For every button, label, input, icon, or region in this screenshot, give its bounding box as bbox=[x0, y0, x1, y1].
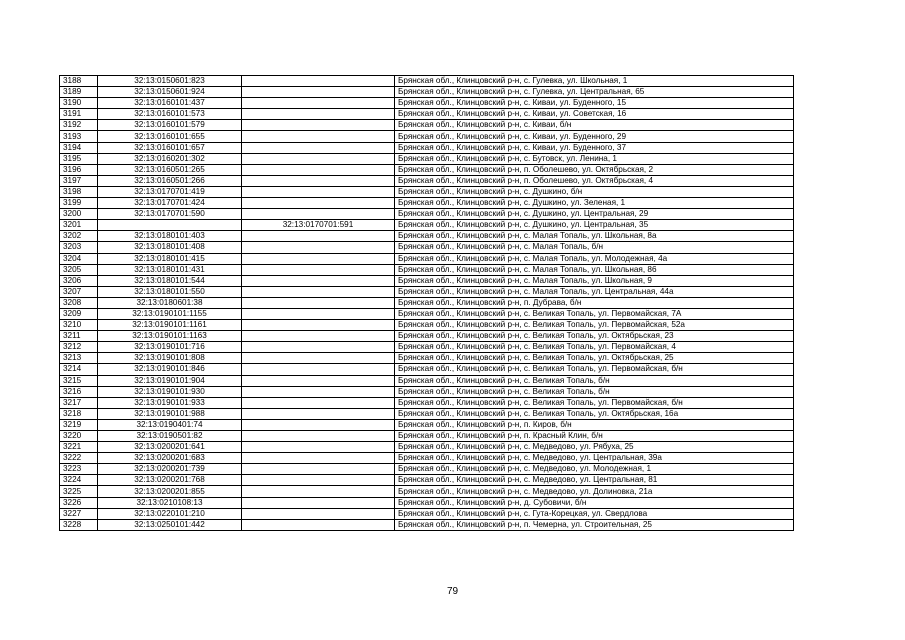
cadastral-number-alt-cell bbox=[242, 375, 395, 386]
page-number: 79 bbox=[446, 586, 459, 597]
cadastral-number-alt-cell bbox=[242, 308, 395, 319]
table-row bbox=[60, 431, 794, 442]
cadastral-number-cell: 32:13:0160101:655 bbox=[98, 131, 242, 142]
cadastral-number-cell: 32:13:0190101:1155 bbox=[98, 308, 242, 319]
cadastral-number-cell: 32:13:0150601:823 bbox=[98, 76, 242, 87]
cadastral-number-alt-cell bbox=[242, 98, 395, 109]
table-row bbox=[60, 331, 794, 342]
row-number-cell: 3205 bbox=[60, 264, 98, 275]
row-number-cell: 3202 bbox=[60, 231, 98, 242]
cadastral-number-cell: 32:13:0200201:739 bbox=[98, 464, 242, 475]
address-cell: Брянская обл., Клинцовский р-н, с. Великая Топаль, ул. Первомайская, 7А bbox=[395, 308, 794, 319]
row-number-cell: 3200 bbox=[60, 209, 98, 220]
cadastral-number-alt-cell bbox=[242, 231, 395, 242]
cadastral-number-alt-cell bbox=[242, 320, 395, 331]
table-row bbox=[60, 308, 794, 319]
address-cell: Брянская обл., Клинцовский р-н, с. Великая Топаль, б/н bbox=[395, 386, 794, 397]
cadastral-number-cell: 32:13:0170701:424 bbox=[98, 198, 242, 209]
row-number-cell: 3212 bbox=[60, 342, 98, 353]
address-cell: Брянская обл., Клинцовский р-н, с. Великая Топаль, ул. Первомайская, б/н bbox=[395, 364, 794, 375]
cadastral-number-cell: 32:13:0200201:768 bbox=[98, 475, 242, 486]
cadastral-number-alt-cell bbox=[242, 297, 395, 308]
cadastral-number-alt-cell: 32:13:0170701:591 bbox=[242, 220, 395, 231]
row-number-cell: 3201 bbox=[60, 220, 98, 231]
cadastral-number-alt-cell bbox=[242, 142, 395, 153]
row-number-cell: 3206 bbox=[60, 275, 98, 286]
address-cell: Брянская обл., Клинцовский р-н, с. Гулевка, ул. Центральная, 65 bbox=[395, 87, 794, 98]
table-row bbox=[60, 109, 794, 120]
table-row bbox=[60, 142, 794, 153]
cadastral-number-alt-cell bbox=[242, 331, 395, 342]
address-cell: Брянская обл., Клинцовский р-н, с. Медведово, ул. Центральная, 39а bbox=[395, 453, 794, 464]
row-number-cell: 3211 bbox=[60, 331, 98, 342]
address-cell: Брянская обл., Клинцовский р-н, с. Малая Топаль, ул. Школьная, 8а bbox=[395, 231, 794, 242]
table-row bbox=[60, 131, 794, 142]
cadastral-number-alt-cell bbox=[242, 419, 395, 430]
cadastral-number-cell: 32:13:0160501:265 bbox=[98, 164, 242, 175]
cadastral-number-alt-cell bbox=[242, 120, 395, 131]
row-number-cell: 3218 bbox=[60, 408, 98, 419]
cadastral-number-alt-cell bbox=[242, 242, 395, 253]
address-cell: Брянская обл., Клинцовский р-н, с. Великая Топаль, ул. Первомайская, 52а bbox=[395, 320, 794, 331]
table-row bbox=[60, 397, 794, 408]
cadastral-number-cell: 32:13:0190101:988 bbox=[98, 408, 242, 419]
address-cell: Брянская обл., Клинцовский р-н, с. Душкино, ул. Центральная, 35 bbox=[395, 220, 794, 231]
address-cell: Брянская обл., Клинцовский р-н, с. Великая Топаль, ул. Октябрьская, 25 bbox=[395, 353, 794, 364]
cadastral-number-cell: 32:13:0180101:431 bbox=[98, 264, 242, 275]
table-row bbox=[60, 375, 794, 386]
cadastral-number-alt-cell bbox=[242, 253, 395, 264]
cadastral-number-alt-cell bbox=[242, 519, 395, 530]
row-number-cell: 3195 bbox=[60, 153, 98, 164]
address-cell: Брянская обл., Клинцовский р-н, с. Киваи, ул. Советская, 16 bbox=[395, 109, 794, 120]
table-row bbox=[60, 87, 794, 98]
row-number-cell: 3196 bbox=[60, 164, 98, 175]
table-row bbox=[60, 475, 794, 486]
table-row bbox=[60, 419, 794, 430]
address-cell: Брянская обл., Клинцовский р-н, с. Гулевка, ул. Школьная, 1 bbox=[395, 76, 794, 87]
table-row bbox=[60, 386, 794, 397]
cadastral-number-alt-cell bbox=[242, 486, 395, 497]
address-cell: Брянская обл., Клинцовский р-н, с. Малая Топаль, ул. Молодежная, 4а bbox=[395, 253, 794, 264]
cadastral-number-cell: 32:13:0160101:657 bbox=[98, 142, 242, 153]
cadastral-number-cell: 32:13:0180101:550 bbox=[98, 286, 242, 297]
row-number-cell: 3209 bbox=[60, 308, 98, 319]
address-cell: Брянская обл., Клинцовский р-н, с. Киваи, ул. Буденного, 15 bbox=[395, 98, 794, 109]
cadastral-number-alt-cell bbox=[242, 186, 395, 197]
row-number-cell: 3222 bbox=[60, 453, 98, 464]
address-cell: Брянская обл., Клинцовский р-н, п. Дубрава, б/н bbox=[395, 297, 794, 308]
row-number-cell: 3207 bbox=[60, 286, 98, 297]
address-cell: Брянская обл., Клинцовский р-н, с. Великая Топаль, ул. Октябрьская, 16а bbox=[395, 408, 794, 419]
cadastral-number-alt-cell bbox=[242, 164, 395, 175]
row-number-cell: 3217 bbox=[60, 397, 98, 408]
row-number-cell: 3219 bbox=[60, 419, 98, 430]
cadastral-number-cell: 32:13:0190101:904 bbox=[98, 375, 242, 386]
cadastral-number-cell: 32:13:0150601:924 bbox=[98, 87, 242, 98]
table-row bbox=[60, 453, 794, 464]
registry-table bbox=[59, 75, 794, 531]
cadastral-number-alt-cell bbox=[242, 497, 395, 508]
table-row bbox=[60, 120, 794, 131]
address-cell: Брянская обл., Клинцовский р-н, с. Малая Топаль, ул. Школьная, 9 bbox=[395, 275, 794, 286]
row-number-cell: 3197 bbox=[60, 175, 98, 186]
registry-table-body bbox=[60, 76, 794, 531]
table-row bbox=[60, 153, 794, 164]
address-cell: Брянская обл., Клинцовский р-н, с. Великая Топаль, ул. Первомайская, 4 bbox=[395, 342, 794, 353]
row-number-cell: 3215 bbox=[60, 375, 98, 386]
address-cell: Брянская обл., Клинцовский р-н, с. Киваи, ул. Буденного, 37 bbox=[395, 142, 794, 153]
cadastral-number-alt-cell bbox=[242, 397, 395, 408]
cadastral-number-cell: 32:13:0180101:408 bbox=[98, 242, 242, 253]
row-number-cell: 3221 bbox=[60, 442, 98, 453]
cadastral-number-cell: 32:13:0160501:266 bbox=[98, 175, 242, 186]
address-cell: Брянская обл., Клинцовский р-н, д. Субовичи, б/н bbox=[395, 497, 794, 508]
cadastral-number-cell: 32:13:0190101:808 bbox=[98, 353, 242, 364]
row-number-cell: 3214 bbox=[60, 364, 98, 375]
address-cell: Брянская обл., Клинцовский р-н, п. Чемерна, ул. Строительная, 25 bbox=[395, 519, 794, 530]
cadastral-number-cell: 32:13:0160101:579 bbox=[98, 120, 242, 131]
address-cell: Брянская обл., Клинцовский р-н, с. Великая Топаль, ул. Первомайская, б/н bbox=[395, 397, 794, 408]
cadastral-number-alt-cell bbox=[242, 153, 395, 164]
cadastral-number-alt-cell bbox=[242, 175, 395, 186]
cadastral-number-alt-cell bbox=[242, 264, 395, 275]
table-row bbox=[60, 264, 794, 275]
table-row bbox=[60, 364, 794, 375]
cadastral-number-cell: 32:13:0180101:415 bbox=[98, 253, 242, 264]
cadastral-number-cell: 32:13:0180601:38 bbox=[98, 297, 242, 308]
row-number-cell: 3228 bbox=[60, 519, 98, 530]
cadastral-number-alt-cell bbox=[242, 475, 395, 486]
cadastral-number-cell: 32:13:0180101:544 bbox=[98, 275, 242, 286]
table-row bbox=[60, 186, 794, 197]
row-number-cell: 3213 bbox=[60, 353, 98, 364]
table-row bbox=[60, 231, 794, 242]
cadastral-number-cell: 32:13:0200201:855 bbox=[98, 486, 242, 497]
address-cell: Брянская обл., Клинцовский р-н, с. Бутовск, ул. Ленина, 1 bbox=[395, 153, 794, 164]
cadastral-number-alt-cell bbox=[242, 342, 395, 353]
cadastral-number-cell: 32:13:0160101:573 bbox=[98, 109, 242, 120]
cadastral-number-cell: 32:13:0190101:846 bbox=[98, 364, 242, 375]
address-cell: Брянская обл., Клинцовский р-н, с. Великая Топаль, ул. Октябрьская, 23 bbox=[395, 331, 794, 342]
cadastral-number-alt-cell bbox=[242, 453, 395, 464]
row-number-cell: 3225 bbox=[60, 486, 98, 497]
table-row bbox=[60, 353, 794, 364]
table-row bbox=[60, 342, 794, 353]
cadastral-number-cell bbox=[98, 220, 242, 231]
cadastral-number-cell: 32:13:0190101:1161 bbox=[98, 320, 242, 331]
cadastral-number-alt-cell bbox=[242, 209, 395, 220]
row-number-cell: 3194 bbox=[60, 142, 98, 153]
cadastral-number-alt-cell bbox=[242, 87, 395, 98]
address-cell: Брянская обл., Клинцовский р-н, п. Киров, б/н bbox=[395, 419, 794, 430]
address-cell: Брянская обл., Клинцовский р-н, с. Великая Топаль, б/н bbox=[395, 375, 794, 386]
table-row bbox=[60, 98, 794, 109]
row-number-cell: 3220 bbox=[60, 431, 98, 442]
table-row bbox=[60, 253, 794, 264]
address-cell: Брянская обл., Клинцовский р-н, с. Душкино, ул. Зеленая, 1 bbox=[395, 198, 794, 209]
cadastral-number-cell: 32:13:0170701:590 bbox=[98, 209, 242, 220]
row-number-cell: 3189 bbox=[60, 87, 98, 98]
table-row bbox=[60, 198, 794, 209]
cadastral-number-cell: 32:13:0250101:442 bbox=[98, 519, 242, 530]
address-cell: Брянская обл., Клинцовский р-н, с. Киваи, б/н bbox=[395, 120, 794, 131]
row-number-cell: 3203 bbox=[60, 242, 98, 253]
row-number-cell: 3216 bbox=[60, 386, 98, 397]
cadastral-number-cell: 32:13:0170701:419 bbox=[98, 186, 242, 197]
table-row bbox=[60, 297, 794, 308]
cadastral-number-alt-cell bbox=[242, 408, 395, 419]
cadastral-number-cell: 32:13:0200201:641 bbox=[98, 442, 242, 453]
table-row bbox=[60, 508, 794, 519]
cadastral-number-cell: 32:13:0190101:1163 bbox=[98, 331, 242, 342]
cadastral-number-cell: 32:13:0180101:403 bbox=[98, 231, 242, 242]
row-number-cell: 3208 bbox=[60, 297, 98, 308]
row-number-cell: 3210 bbox=[60, 320, 98, 331]
table-row bbox=[60, 519, 794, 530]
cadastral-number-cell: 32:13:0190101:930 bbox=[98, 386, 242, 397]
address-cell: Брянская обл., Клинцовский р-н, с. Медведово, ул. Молодежная, 1 bbox=[395, 464, 794, 475]
row-number-cell: 3223 bbox=[60, 464, 98, 475]
row-number-cell: 3199 bbox=[60, 198, 98, 209]
cadastral-number-alt-cell bbox=[242, 353, 395, 364]
cadastral-number-alt-cell bbox=[242, 464, 395, 475]
table-row bbox=[60, 220, 794, 231]
address-cell: Брянская обл., Клинцовский р-н, п. Красный Клин, б/н bbox=[395, 431, 794, 442]
table-row bbox=[60, 442, 794, 453]
cadastral-number-alt-cell bbox=[242, 442, 395, 453]
table-row bbox=[60, 408, 794, 419]
cadastral-number-alt-cell bbox=[242, 286, 395, 297]
row-number-cell: 3224 bbox=[60, 475, 98, 486]
cadastral-number-cell: 32:13:0190501:82 bbox=[98, 431, 242, 442]
cadastral-number-cell: 32:13:0210108:13 bbox=[98, 497, 242, 508]
table-row bbox=[60, 209, 794, 220]
table-row bbox=[60, 175, 794, 186]
cadastral-number-alt-cell bbox=[242, 109, 395, 120]
address-cell: Брянская обл., Клинцовский р-н, с. Малая Топаль, ул. Школьная, 86 bbox=[395, 264, 794, 275]
address-cell: Брянская обл., Клинцовский р-н, с. Малая Топаль, ул. Центральная, 44а bbox=[395, 286, 794, 297]
cadastral-number-cell: 32:13:0160101:437 bbox=[98, 98, 242, 109]
address-cell: Брянская обл., Клинцовский р-н, с. Малая Топаль, б/н bbox=[395, 242, 794, 253]
address-cell: Брянская обл., Клинцовский р-н, с. Киваи, ул. Буденного, 29 bbox=[395, 131, 794, 142]
cadastral-number-alt-cell bbox=[242, 198, 395, 209]
cadastral-number-cell: 32:13:0190101:933 bbox=[98, 397, 242, 408]
row-number-cell: 3227 bbox=[60, 508, 98, 519]
cadastral-number-alt-cell bbox=[242, 364, 395, 375]
cadastral-number-alt-cell bbox=[242, 386, 395, 397]
table-row bbox=[60, 286, 794, 297]
cadastral-number-cell: 32:13:0190101:716 bbox=[98, 342, 242, 353]
cadastral-number-alt-cell bbox=[242, 275, 395, 286]
cadastral-number-alt-cell bbox=[242, 76, 395, 87]
address-cell: Брянская обл., Клинцовский р-н, с. Гута-Корецкая, ул. Свердлова bbox=[395, 508, 794, 519]
cadastral-number-cell: 32:13:0190401:74 bbox=[98, 419, 242, 430]
address-cell: Брянская обл., Клинцовский р-н, п. Оболешево, ул. Октябрьская, 2 bbox=[395, 164, 794, 175]
address-cell: Брянская обл., Клинцовский р-н, с. Душкино, ул. Центральная, 29 bbox=[395, 209, 794, 220]
row-number-cell: 3226 bbox=[60, 497, 98, 508]
address-cell: Брянская обл., Клинцовский р-н, п. Оболешево, ул. Октябрьская, 4 bbox=[395, 175, 794, 186]
cadastral-number-alt-cell bbox=[242, 508, 395, 519]
address-cell: Брянская обл., Клинцовский р-н, с. Медведово, ул. Долиновка, 21а bbox=[395, 486, 794, 497]
cadastral-number-cell: 32:13:0200201:683 bbox=[98, 453, 242, 464]
table-row bbox=[60, 76, 794, 87]
table-row bbox=[60, 275, 794, 286]
row-number-cell: 3191 bbox=[60, 109, 98, 120]
cadastral-number-cell: 32:13:0160201:302 bbox=[98, 153, 242, 164]
row-number-cell: 3198 bbox=[60, 186, 98, 197]
cadastral-number-alt-cell bbox=[242, 431, 395, 442]
table-row bbox=[60, 242, 794, 253]
row-number-cell: 3193 bbox=[60, 131, 98, 142]
table-row bbox=[60, 464, 794, 475]
address-cell: Брянская обл., Клинцовский р-н, с. Медведово, ул. Центральная, 81 bbox=[395, 475, 794, 486]
cadastral-number-cell: 32:13:0220101:210 bbox=[98, 508, 242, 519]
cadastral-number-alt-cell bbox=[242, 131, 395, 142]
row-number-cell: 3188 bbox=[60, 76, 98, 87]
table-row bbox=[60, 497, 794, 508]
row-number-cell: 3192 bbox=[60, 120, 98, 131]
row-number-cell: 3204 bbox=[60, 253, 98, 264]
table-row bbox=[60, 164, 794, 175]
address-cell: Брянская обл., Клинцовский р-н, с. Медведово, ул. Рябуха, 25 bbox=[395, 442, 794, 453]
table-row bbox=[60, 320, 794, 331]
row-number-cell: 3190 bbox=[60, 98, 98, 109]
table-row bbox=[60, 486, 794, 497]
address-cell: Брянская обл., Клинцовский р-н, с. Душкино, б/н bbox=[395, 186, 794, 197]
